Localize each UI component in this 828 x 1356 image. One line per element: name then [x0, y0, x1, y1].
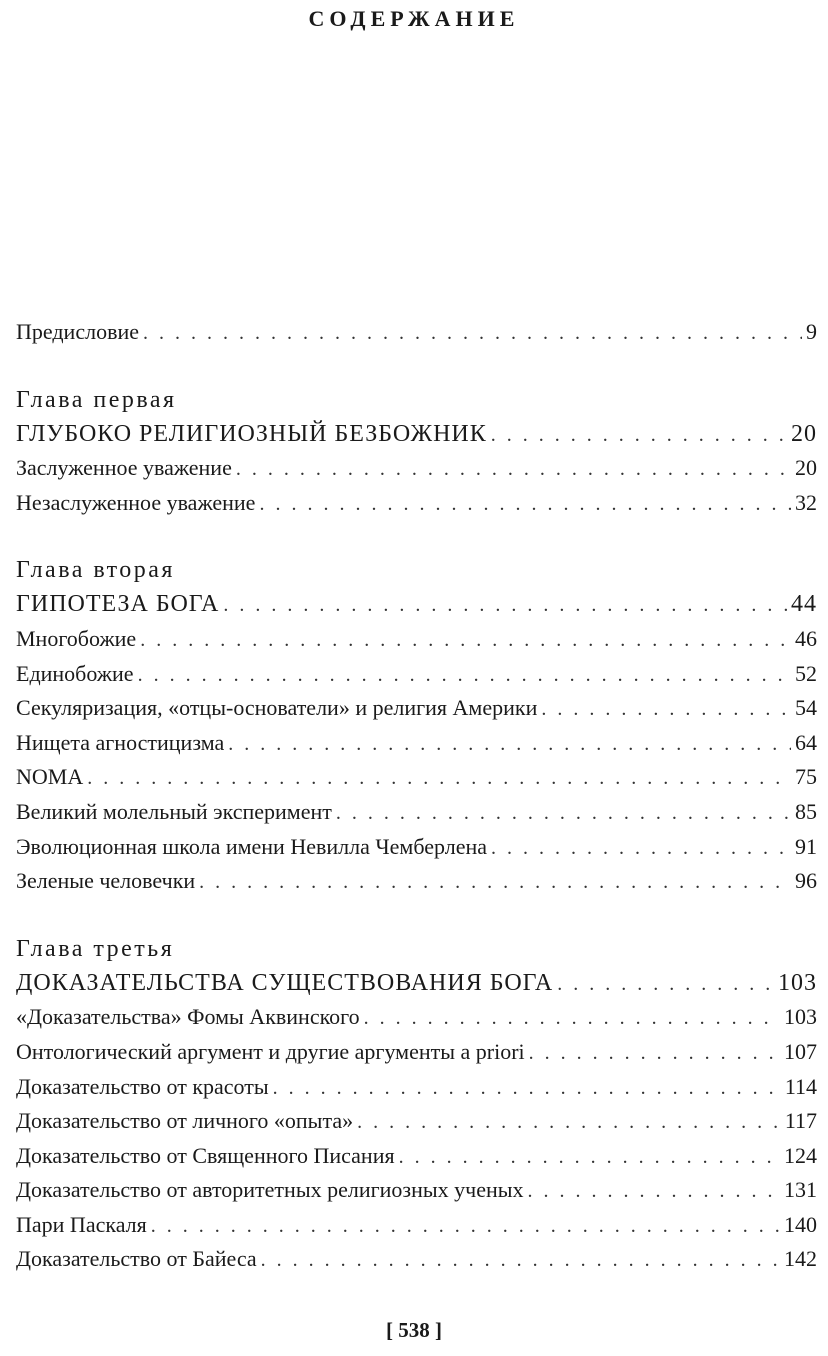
toc-entry: [16, 1208, 817, 1243]
chapter-label: Глава вторая: [16, 557, 175, 584]
toc-entry-title: ДОКАЗАТЕЛЬСТВА СУЩЕСТВОВАНИЯ БОГА: [16, 969, 554, 996]
chapter-heading: [16, 966, 817, 1001]
chapter-heading: [16, 417, 817, 452]
toc-page-number: 9: [806, 319, 817, 344]
dot-leader: [151, 1209, 780, 1244]
chapter-block-2: [16, 553, 817, 898]
toc-entry: [16, 830, 817, 865]
toc-page-number: 114: [784, 1073, 817, 1099]
toc-page-number: 103: [784, 1004, 817, 1030]
toc-page-number: 117: [784, 1108, 817, 1134]
toc-entry-title: ГЛУБОКО РЕЛИГИОЗНЫЙ БЕЗБОЖНИК: [16, 420, 487, 447]
toc-entry-title: Секуляризация, «отцы-основатели» и религия Америки: [16, 695, 538, 721]
dot-leader: [557, 967, 774, 1002]
toc-page-number: 46: [795, 625, 817, 651]
toc-page-number: 124: [784, 1142, 817, 1168]
toc-entry-title: Доказательство от авторитетных религиозных ученых: [16, 1177, 524, 1203]
toc-entry: [16, 760, 817, 795]
toc-entry: [16, 1139, 817, 1174]
toc-entry: [16, 622, 817, 657]
toc-page-number: 107: [784, 1038, 817, 1064]
dot-leader: [364, 1001, 780, 1036]
toc-entry-title: Доказательство от личного «опыта»: [16, 1108, 354, 1134]
toc-entry: [16, 657, 817, 692]
dot-leader: [491, 831, 791, 866]
toc-entry-title: «Доказательства» Фомы Аквинского: [16, 1004, 360, 1030]
chapter-block-1: [16, 383, 817, 521]
toc-page-number: 64: [795, 729, 817, 755]
toc-entry-title: Эволюционная школа имени Невилла Чемберлена: [16, 833, 488, 859]
dot-leader: [541, 692, 791, 727]
toc-entry: [16, 1035, 817, 1070]
toc-page-number: 75: [795, 764, 817, 790]
toc-page-number: 140: [784, 1211, 817, 1237]
toc-page-number: 52: [795, 660, 817, 686]
toc-page-number: 96: [795, 868, 817, 894]
toc-entry-title: Доказательство от Байеса: [16, 1246, 257, 1272]
toc-entry-title: NOMA: [16, 764, 84, 790]
dot-leader: [236, 452, 791, 487]
dot-leader: [138, 658, 791, 693]
toc-entry-title: Пари Паскаля: [16, 1211, 147, 1237]
dot-leader: [87, 761, 791, 796]
toc-entry-preface: [16, 315, 817, 350]
page-title: СОДЕРЖАНИЕ: [308, 6, 520, 31]
toc-preface-block: [16, 315, 817, 350]
dot-leader: [357, 1105, 781, 1140]
dot-leader: [336, 796, 791, 831]
chapter-label: Глава третья: [16, 935, 175, 962]
toc-entry-title: Нищета агностицизма: [16, 729, 225, 755]
toc-page-number: 54: [795, 695, 817, 721]
toc-entry: [16, 726, 817, 761]
dot-leader: [273, 1071, 781, 1106]
toc-entry: [16, 795, 817, 830]
toc-entry-title: Единобожие: [16, 660, 134, 686]
dot-leader: [259, 487, 791, 522]
toc-page-number: 91: [795, 833, 817, 859]
toc-page-number: 44: [791, 591, 817, 618]
dot-leader: [228, 727, 791, 762]
dot-leader: [199, 865, 791, 900]
dot-leader: [143, 316, 802, 351]
chapter-label: Глава первая: [16, 386, 177, 413]
toc-entry-title: Великий молельный эксперимент: [16, 798, 332, 824]
toc-entry: [16, 486, 817, 521]
toc-entry-title: Онтологический аргумент и другие аргументы a priori: [16, 1038, 525, 1064]
toc-page-number: 20: [791, 420, 817, 447]
toc-entry-title: Незаслуженное уважение: [16, 489, 256, 515]
dot-leader: [223, 588, 787, 623]
toc-entry-title: ГИПОТЕЗА БОГА: [16, 591, 220, 618]
dot-leader: [261, 1243, 780, 1278]
dot-leader: [140, 623, 791, 658]
toc-entry: [16, 1104, 817, 1139]
toc-entry: [16, 1070, 817, 1105]
dot-leader: [528, 1174, 780, 1209]
toc-page-number: 142: [784, 1246, 817, 1272]
toc-entry-title: Предисловие: [16, 319, 139, 344]
toc-page-number: 131: [784, 1177, 817, 1203]
toc-entry-title: Доказательство от красоты: [16, 1073, 269, 1099]
chapter-heading: [16, 587, 817, 622]
toc-page-number: 85: [795, 798, 817, 824]
page-number: [ 538 ]: [386, 1318, 442, 1342]
toc-entry-title: Заслуженное уважение: [16, 455, 232, 481]
dot-leader: [529, 1036, 780, 1071]
toc-entry: [16, 691, 817, 726]
toc-entry: [16, 864, 817, 899]
toc-page-number: 20: [795, 455, 817, 481]
toc-page-number: 103: [778, 969, 817, 996]
toc-entry: [16, 1242, 817, 1277]
dot-leader: [491, 418, 787, 453]
toc-entry-title: Зеленые человечки: [16, 868, 196, 894]
toc-entry-title: Доказательство от Священного Писания: [16, 1142, 395, 1168]
toc-entry: [16, 1173, 817, 1208]
table-of-contents: [16, 315, 817, 1310]
dot-leader: [399, 1140, 780, 1175]
toc-entry: [16, 1000, 817, 1035]
toc-page-number: 32: [795, 489, 817, 515]
toc-entry-title: Многобожие: [16, 625, 137, 651]
toc-entry: [16, 451, 817, 486]
chapter-block-3: [16, 932, 817, 1277]
